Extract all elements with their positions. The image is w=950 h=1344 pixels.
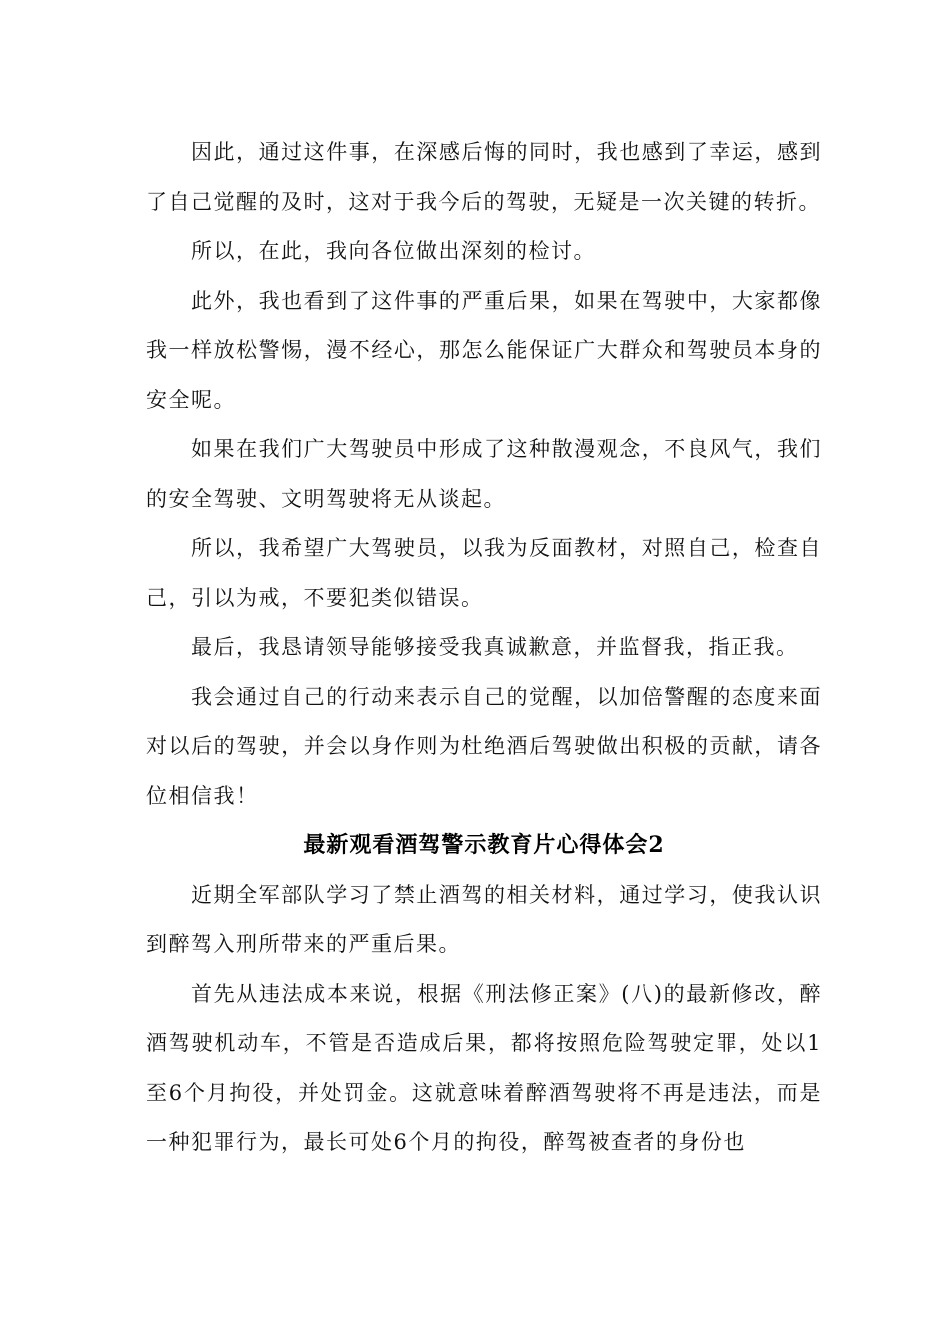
paragraph: 所以，我希望广大驾驶员，以我为反面教材，对照自己，检查自己，引以为戒，不要犯类似错误。: [146, 536, 822, 610]
paragraph: 近期全军部队学习了禁止酒驾的相关材料，通过学习，使我认识到醉驾入刑所带来的严重后果。: [146, 882, 822, 956]
paragraph: 如果在我们广大驾驶员中形成了这种散漫观念，不良风气，我们的安全驾驶、文明驾驶将无从谈起。: [146, 437, 822, 511]
paragraph: 所以，在此，我向各位做出深刻的检讨。: [191, 239, 596, 263]
paragraph: 此外，我也看到了这件事的严重后果，如果在驾驶中，大家都像我一样放松警惕，漫不经心，那怎么能保证广大群众和驾驶员本身的安全呢。: [146, 288, 822, 412]
document-body: [146, 128, 822, 1168]
paragraph: 首先从违法成本来说，根据《刑法修正案》(八)的最新修改，醉酒驾驶机动车，不管是否造成后果，都将按照危险驾驶定罪，处以1至6个月拘役，并处罚金。这就意味着醉酒驾驶将不再是违法，而是一种犯罪行为，最长可处6个月的拘役，醉驾被查者的身份也: [146, 981, 822, 1154]
paragraph: 因此，通过这件事，在深感后悔的同时，我也感到了幸运，感到了自己觉醒的及时，这对于我今后的驾驶，无疑是一次关键的转折。: [146, 140, 822, 214]
section-heading: 最新观看酒驾警示教育片心得体会2: [303, 832, 665, 858]
paragraph: 我会通过自己的行动来表示自己的觉醒，以加倍警醒的态度来面对以后的驾驶，并会以身作则为杜绝酒后驾驶做出积极的贡献，请各位相信我！: [146, 684, 822, 808]
paragraph: 最后，我恳请领导能够接受我真诚歉意，并监督我，指正我。: [191, 635, 799, 659]
